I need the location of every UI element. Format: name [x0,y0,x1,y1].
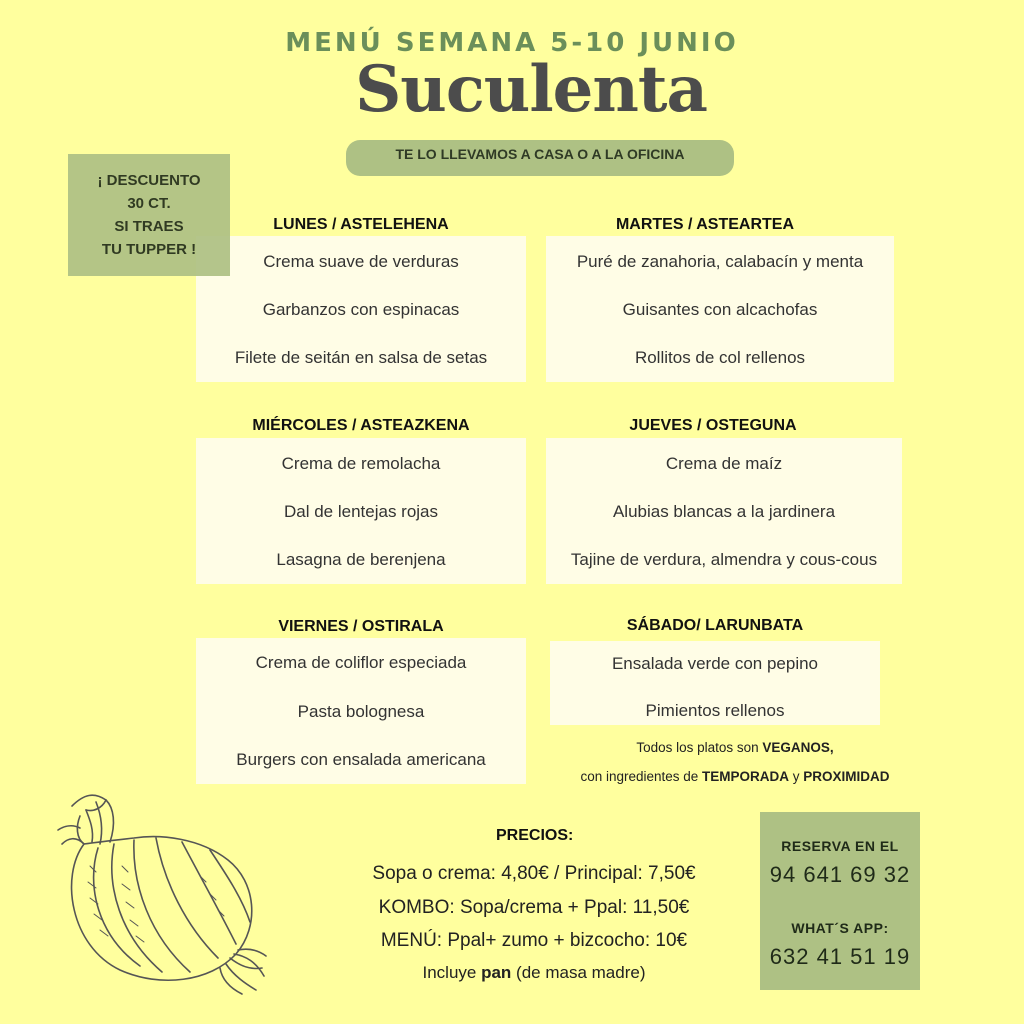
dish-item: Crema suave de verduras [263,252,459,271]
day-title-friday: VIERNES / OSTIRALA [278,618,444,635]
bread-note [300,963,768,983]
tupper-discount-badge [68,154,230,276]
price-line: KOMBO: Sopa/crema + Ppal: 11,50€ [378,897,690,918]
note-emphasis: VEGANOS, [762,740,834,755]
promo-line: ¡ DESCUENTO [97,172,201,189]
promo-line: 30 CT. [127,195,171,212]
whatsapp-label: WHAT´S APP: [791,920,889,936]
dish-item: Puré de zanahoria, calabacín y menta [576,252,864,271]
dish-item: Crema de coliflor especiada [255,653,467,672]
delivery-tagline: TE LO LLEVAMOS A CASA O A LA OFICINA [346,140,734,176]
dish-item: Crema de maíz [665,454,783,473]
day-title-saturday: SÁBADO/ LARUNBATA [626,617,804,634]
dish-item: Pasta bolognesa [297,702,425,721]
week-title: MENÚ SEMANA 5-10 JUNIO [285,28,739,58]
note-text: con ingredientes de [580,769,703,784]
dish-box-monday [196,236,526,382]
day-title-thursday: JUEVES / OSTEGUNA [629,417,797,434]
reserve-label: RESERVA EN EL [781,838,899,854]
price-line: Sopa o crema: 4,80€ / Principal: 7,50€ [372,863,696,884]
promo-line: TU TUPPER ! [101,241,197,258]
phone-number[interactable]: 94 641 69 32 [769,862,911,887]
dish-item: Dal de lentejas rojas [283,502,439,521]
dish-box-tuesday [546,236,894,382]
dish-item: Tajine de verdura, almendra y cous-cous [570,550,878,569]
prices-heading: PRECIOS: [496,827,574,844]
day-title-tuesday: MARTES / ASTEARTEA [615,216,795,233]
promo-line: SI TRAES [114,218,184,235]
dish-item: Crema de remolacha [281,454,441,473]
dish-item: Lasagna de berenjena [276,550,446,569]
dish-item: Alubias blancas a la jardinera [612,502,836,521]
dish-item: Pimientos rellenos [645,701,785,720]
note-emphasis: PROXIMIDAD [803,769,890,784]
whatsapp-number[interactable]: 632 41 51 19 [769,944,911,969]
price-line: MENÚ: Ppal+ zumo + bizcocho: 10€ [380,930,688,951]
dish-item: Garbanzos con espinacas [262,300,460,319]
dish-box-wednesday [196,438,526,584]
day-title-monday: LUNES / ASTELEHENA [273,216,449,233]
reservation-box [760,812,920,990]
dish-box-friday [196,638,526,784]
dish-item: Burgers con ensalada americana [236,750,486,769]
dish-box-thursday [546,438,902,584]
bread-text: Incluye [422,963,482,982]
brand-logo-text: Suculenta [355,52,707,127]
day-title-wednesday: MIÉRCOLES / ASTEAZKENA [252,417,470,434]
note-text: Todos los platos son [636,740,763,755]
note-text: y [789,769,804,784]
dish-box-saturday [550,641,880,725]
dish-item: Guisantes con alcachofas [622,300,818,319]
bread-emphasis: pan [481,963,512,982]
onion-illustration [50,786,270,998]
dish-item: Ensalada verde con pepino [611,654,819,673]
vegan-note-line1 [540,740,930,755]
note-emphasis: TEMPORADA [702,769,790,784]
dish-item: Filete de seitán en salsa de setas [234,348,488,367]
bread-text: (de masa madre) [511,963,646,982]
vegan-note-line2 [540,769,930,784]
dish-item: Rollitos de col rellenos [634,348,806,367]
